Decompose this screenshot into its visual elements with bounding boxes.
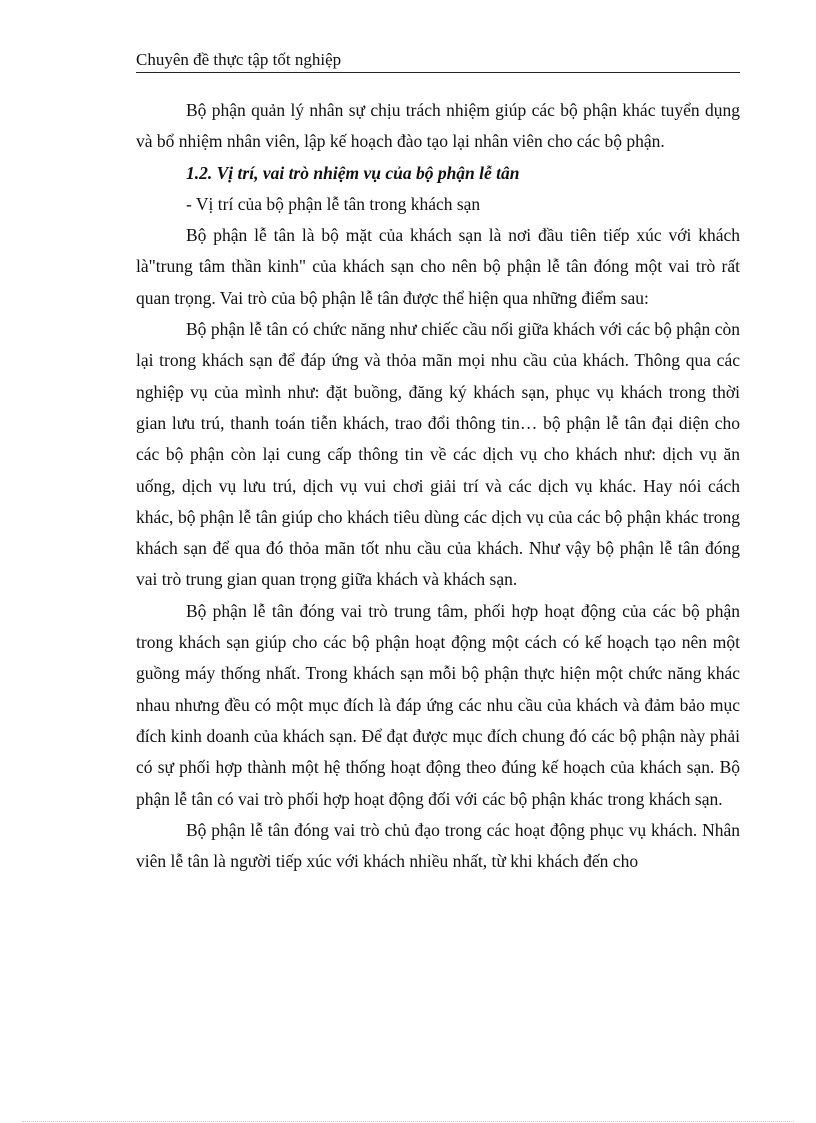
- paragraph-reception-face: Bộ phận lễ tân là bộ mặt của khách sạn là nơi đầu tiên tiếp xúc với khách là"trung tâm thần kinh" của khách sạn cho nên bộ phận lễ tân đóng một vai trò rất quan trọng. Vai trò của bộ phận lễ tân được thể hiện qua những điểm sau:: [136, 225, 740, 308]
- paragraph-leading-role: Bộ phận lễ tân đóng vai trò chủ đạo trong các hoạt động phục vụ khách. Nhân viên lễ tân là người tiếp xúc với khách nhiều nhất, từ khi khách đến cho: [136, 819, 740, 872]
- paragraph-bridge-role: Bộ phận lễ tân có chức năng như chiếc cầu nối giữa khách với các bộ phận còn lại trong khách sạn để đáp ứng và thỏa mãn mọi nhu cầu của khách. Thông qua các nghiệp vụ của mình như: đặt buồng, đăng ký khách sạn, phục vụ khách trong thời gian lưu trú, thanh toán tiễn khách, trao đổi thông tin… bộ phận lễ tân đại diện cho các bộ phận còn lại cung cấp thông tin về các dịch vụ cho khách như: dịch vụ ăn uống, dịch vụ lưu trú, dịch vụ vui chơi giải trí và các dịch vụ khác. Hay nói cách khác, bộ phận lễ tân giúp cho khách tiêu dùng các dịch vụ của các bộ phận khác trong khách sạn để qua đó thỏa mãn tốt nhu cầu của khách. Như vậy bộ phận lễ tân đóng vai trò trung gian quan trọng giữa khách và khách sạn.: [136, 319, 740, 590]
- section-heading-1-2: 1.2. Vị trí, vai trò nhiệm vụ của bộ phận lễ tân: [186, 162, 520, 183]
- document-body: [136, 95, 740, 877]
- header-title: Chuyên đề thực tập tốt nghiệp: [136, 50, 342, 69]
- paragraph-position-item: - Vị trí của bộ phận lễ tân trong khách sạn: [186, 193, 481, 214]
- page-bottom-border: [22, 1121, 794, 1122]
- page-header: [136, 50, 740, 73]
- paragraph-hr-department: Bộ phận quản lý nhân sự chịu trách nhiệm giúp các bộ phận khác tuyển dụng và bổ nhiệm nhân viên, lập kế hoạch đào tạo lại nhân viên cho các bộ phận.: [136, 100, 740, 152]
- paragraph-central-role: Bộ phận lễ tân đóng vai trò trung tâm, phối hợp hoạt động của các bộ phận trong khách sạn giúp cho các bộ phận hoạt động một cách có kế hoạch tạo nên một guồng máy thống nhất. Trong khách sạn mỗi bộ phận thực hiện một chức năng khác nhau nhưng đều có một mục đích là đáp ứng các nhu cầu của khách và đảm bảo mục đích kinh doanh của khách sạn. Để đạt được mục đích chung đó các bộ phận này phải có sự phối hợp thành một hệ thống hoạt động theo đúng kế hoạch của khách sạn. Bộ phận lễ tân có vai trò phối hợp hoạt động đối với các bộ phận khác trong khách sạn.: [136, 600, 740, 809]
